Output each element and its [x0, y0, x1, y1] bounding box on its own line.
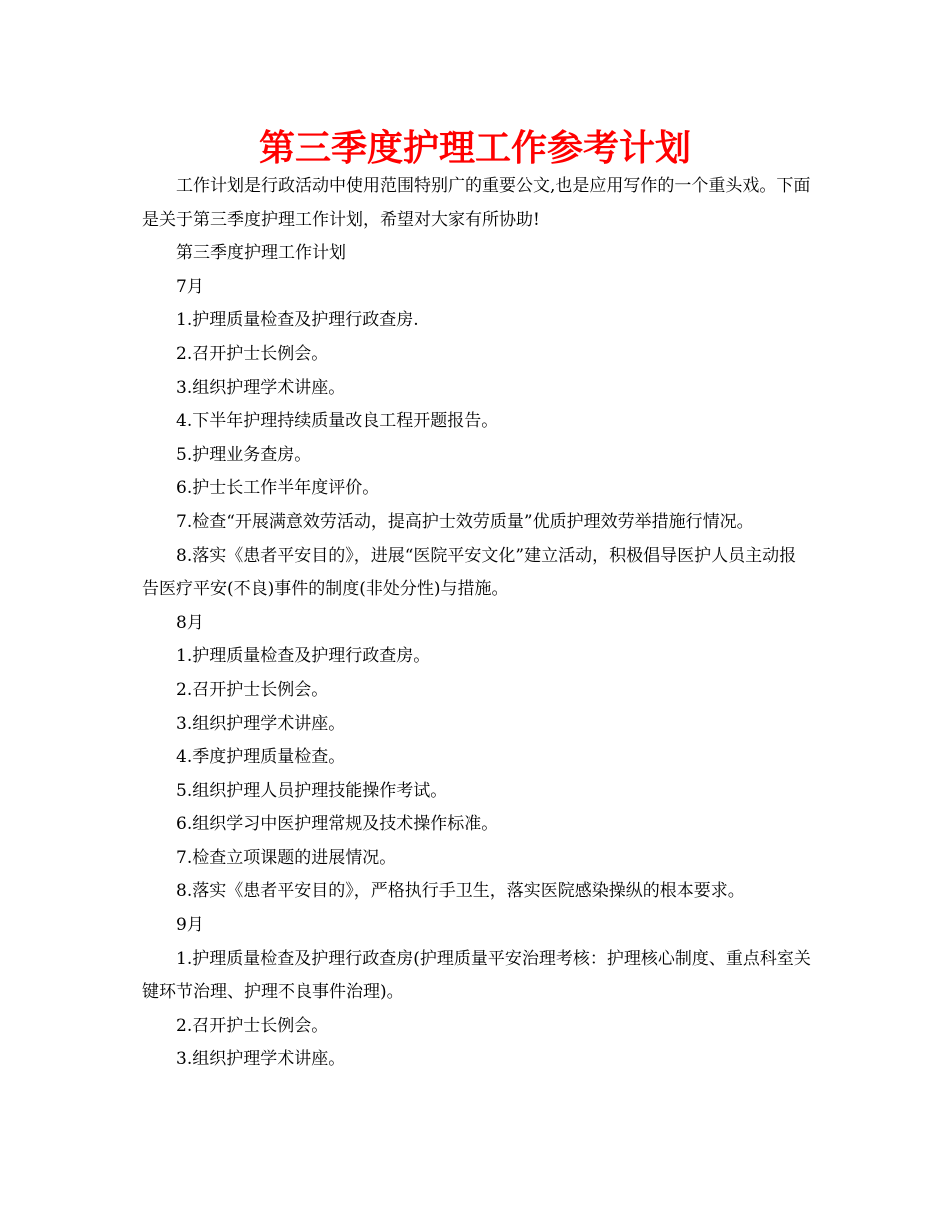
document-body [142, 170, 812, 1077]
list-item: 1.护理质量检查及护理行政查房. [176, 310, 419, 331]
list-item: 7.检查“开展满意效劳活动，提高护士效劳质量”优质护理效劳举措施行情况。 [176, 511, 754, 532]
list-item: 4.季度护理质量检查。 [176, 747, 346, 768]
list-item: 6.组织学习中医护理常规及技术操作标准。 [176, 814, 499, 835]
list-item: 5.护理业务查房。 [176, 444, 312, 465]
list-item: 6.护士长工作半年度评价。 [176, 478, 380, 499]
list-item: 4.下半年护理持续质量改良工程开题报告。 [176, 411, 499, 432]
month-heading-september: 9月 [176, 915, 204, 936]
document-title: 第三季度护理工作参考计划 [258, 128, 691, 169]
list-item: 8.落实《患者平安目的》，进展“医院平安文化”建立活动，积极倡导医护人员主动报告医疗平安(不良)事件的制度(非处分性)与措施。 [142, 545, 797, 600]
month-heading-july: 7月 [176, 276, 204, 297]
list-item: 3.组织护理学术讲座。 [176, 1049, 346, 1070]
list-item: 7.检查立项课题的进展情况。 [176, 847, 397, 868]
list-item: 3.组织护理学术讲座。 [176, 377, 346, 398]
list-item: 1.护理质量检查及护理行政查房。 [176, 646, 431, 667]
intro-paragraph: 工作计划是行政活动中使用范围特别广的重要公文,也是应用写作的一个重头戏。下面是关于第三季度护理工作计划，希望对大家有所协助! [142, 176, 811, 230]
list-item: 1.护理质量检查及护理行政查房(护理质量平安治理考核：护理核心制度、重点科室关键环节治理、护理不良事件治理)。 [142, 948, 811, 1003]
list-item: 2.召开护士长例会。 [176, 679, 329, 700]
list-item: 5.组织护理人员护理技能操作考试。 [176, 780, 448, 801]
list-item: 3.组织护理学术讲座。 [176, 713, 346, 734]
list-item: 2.召开护士长例会。 [176, 343, 329, 364]
month-heading-august: 8月 [176, 612, 204, 633]
section-heading: 第三季度护理工作计划 [176, 243, 346, 264]
list-item: 8.落实《患者平安目的》，严格执行手卫生，落实医院感染操纵的根本要求。 [176, 881, 745, 902]
list-item: 2.召开护士长例会。 [176, 1015, 329, 1036]
